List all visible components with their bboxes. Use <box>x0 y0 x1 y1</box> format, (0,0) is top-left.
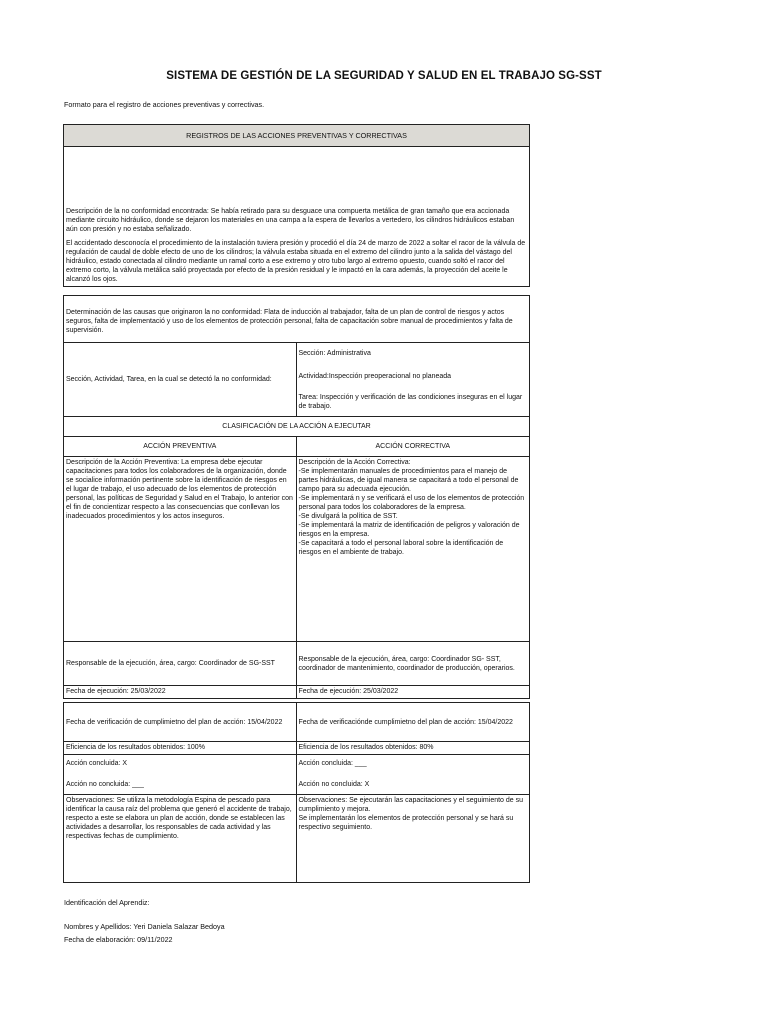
corrective-description-cell <box>297 457 531 642</box>
corrective-description-title: Descripción de la Acción Correctiva: <box>298 459 411 466</box>
preventive-observations: Observaciones: Se utiliza la metodología Espina de pescado para identificar la causa raíz del problema que generó el accidente de trabajo, respecto a este se elabora un plan de acción, donde se establecen las actividades a desarrollar, los responsables de cada actividad y las respectivas fechas de cumplimiento. <box>66 797 292 840</box>
preventive-concluded: Acción concluida: X <box>66 760 128 767</box>
preventive-description-cell <box>63 457 297 642</box>
elaboration-date: Fecha de elaboración: 09/11/2022 <box>64 935 173 944</box>
preventive-not-concluded: Acción no concluida: ___ <box>66 781 144 788</box>
corrective-header: ACCIÓN CORRECTIVA <box>297 437 531 457</box>
preventive-header: ACCIÓN PREVENTIVA <box>63 437 297 457</box>
section-value: Sección: Administrativa <box>298 350 371 357</box>
causes-text: Determinación de las causas que originaron la no conformidad: Flata de inducción al trabajador, falta de un plan de control de riesgos y actos seguros, falta de implementació y uso de los elementos de protección personal, falta de capacitación sobre manual de procedimientos y falta de supervisión. <box>66 309 513 334</box>
preventive-status-cell <box>63 755 297 795</box>
corrective-efficiency: Eficiencia de los resultados obtenidos: 80% <box>297 742 531 755</box>
corrective-responsible-cell <box>297 642 531 686</box>
corrective-item: -Se capacitará a todo el personal laboral sobre la identificación de riesgos en el ambiente de trabajo. <box>298 540 504 556</box>
corrective-concluded: Acción concluida: ___ <box>298 760 367 767</box>
preventive-description: Descripción de la Acción Preventiva: La empresa debe ejecutar capacitaciones para todos los colaboradores de la organización, donde se socialice información pertinente sobre la identificación de riesgos en el lugar de trabajo, el uso adecuado de los elementos de protección personal, las políticas de Seguridad y Salud en el Trabajo, lo anterior con el fin de concientizar respecto a las consecuencias que conllevan los inadecuados procedimientos y los actos inseguros. <box>66 459 293 520</box>
preventive-responsible: Responsable de la ejecución, área, cargo: Coordinador de SG-SST <box>66 660 275 667</box>
causes-cell <box>63 295 530 343</box>
section-label-cell <box>63 343 297 417</box>
corrective-execution-date: Fecha de ejecución: 25/03/2022 <box>297 686 531 699</box>
corrective-observations-2: Se implementarán los elementos de protección personal y se hará su respectivo seguimiento. <box>298 815 514 831</box>
document-title: SISTEMA DE GESTIÓN DE LA SEGURIDAD Y SALUD EN EL TRABAJO SG-SST <box>166 70 602 82</box>
preventive-verification-date: Fecha de verificación de cumplimietno del plan de acción: 15/04/2022 <box>66 718 283 726</box>
description-paragraph-1: Descripción de la no conformidad encontrada: Se había retirado para su desguace una compuerta metálica de gran tamaño que era accionada mediante circuito hidráulico, donde se dejaron los materiales en una campa a la espera de llevarlos a vertedero, los cilindros hidráulicos estaban aún con presión y no estaba señalizado. <box>66 208 515 233</box>
corrective-status-cell <box>297 755 531 795</box>
corrective-item: -Se implementará n y se verificará el uso de los elementos de protección personal para todos los colaboradores de la empresa. <box>298 495 525 511</box>
corrective-item: -Se implementará la matriz de identificación de peligros y valoración de riesgos en la empresa. <box>298 522 520 538</box>
preventive-execution-date: Fecha de ejecución: 25/03/2022 <box>63 686 297 699</box>
section-details-cell <box>297 343 531 417</box>
section-label: Sección, Actividad, Tarea, en la cual se detectó la no conformidad: <box>66 376 272 383</box>
preventive-observations-cell <box>63 795 297 883</box>
corrective-item: -Se divulgará la política de SST. <box>298 513 398 520</box>
description-paragraph-2: El accidentado desconocía el procedimiento de la instalación tuviera presión y procedió el día 24 de marzo de 2022 a soltar el racor de la válvula de regulación de caudal de doble efecto de uno de los cilindros; la válvula estaba situada en el extremo del cilindro junto a la salida del vástago del hidráulico, estado conectada al cilindro mediante un ramal corto a ese extremo y otro tubo largo al extremo opuesto, cuando soltó el racor del extremo corto, la válvula metálica salió proyectada por efecto de la presión residual y le impactó en la cara además, la proyección del aceite le alcanzó los ojos. <box>66 240 526 283</box>
actions-form <box>63 124 530 883</box>
apprentice-name: Nombres y Apellidos: Yeri Daniela Salazar Bedoya <box>64 922 225 931</box>
corrective-not-concluded: Acción no concluida: X <box>298 781 370 788</box>
corrective-verification-date: Fecha de verificaciónde cumplimietno del plan de acción: 15/04/2022 <box>298 718 513 726</box>
corrective-item: -Se implementarán manuales de procedimientos para el manejo de partes hidráulicas, de igual manera se capacitará a todo el personal de campo para su adecuada ejecución. <box>298 468 519 493</box>
preventive-efficiency: Eficiencia de los resultados obtenidos: 100% <box>63 742 297 755</box>
corrective-responsible: Responsable de la ejecución, área, cargo: Coordinador SG- SST, coordinador de mantenimiento, coordinador de producción, operarios. <box>298 655 515 672</box>
preventive-responsible-cell <box>63 642 297 686</box>
task-value: Tarea: Inspección y verificación de las condiciones inseguras en el lugar de trabajo. <box>298 394 523 410</box>
corrective-observations-cell <box>297 795 531 883</box>
corrective-observations-1: Observaciones: Se ejecutarán las capacitaciones y el seguimiento de su cumplimiento y mejora. <box>298 797 524 813</box>
nonconformity-description <box>63 147 530 287</box>
document-subtitle: Formato para el registro de acciones preventivas y correctivas. <box>64 100 265 109</box>
classification-header: CLASIFICACIÓN DE LA ACCIÓN A EJECUTAR <box>63 417 530 437</box>
preventive-verification-cell <box>63 702 297 742</box>
form-header: REGISTROS DE LAS ACCIONES PREVENTIVAS Y CORRECTIVAS <box>63 124 530 147</box>
apprentice-identification: Identificación del Aprendiz: <box>64 898 150 907</box>
corrective-verification-cell <box>297 702 531 742</box>
activity-value: Actividad:Inspección preoperacional no planeada <box>298 373 452 380</box>
